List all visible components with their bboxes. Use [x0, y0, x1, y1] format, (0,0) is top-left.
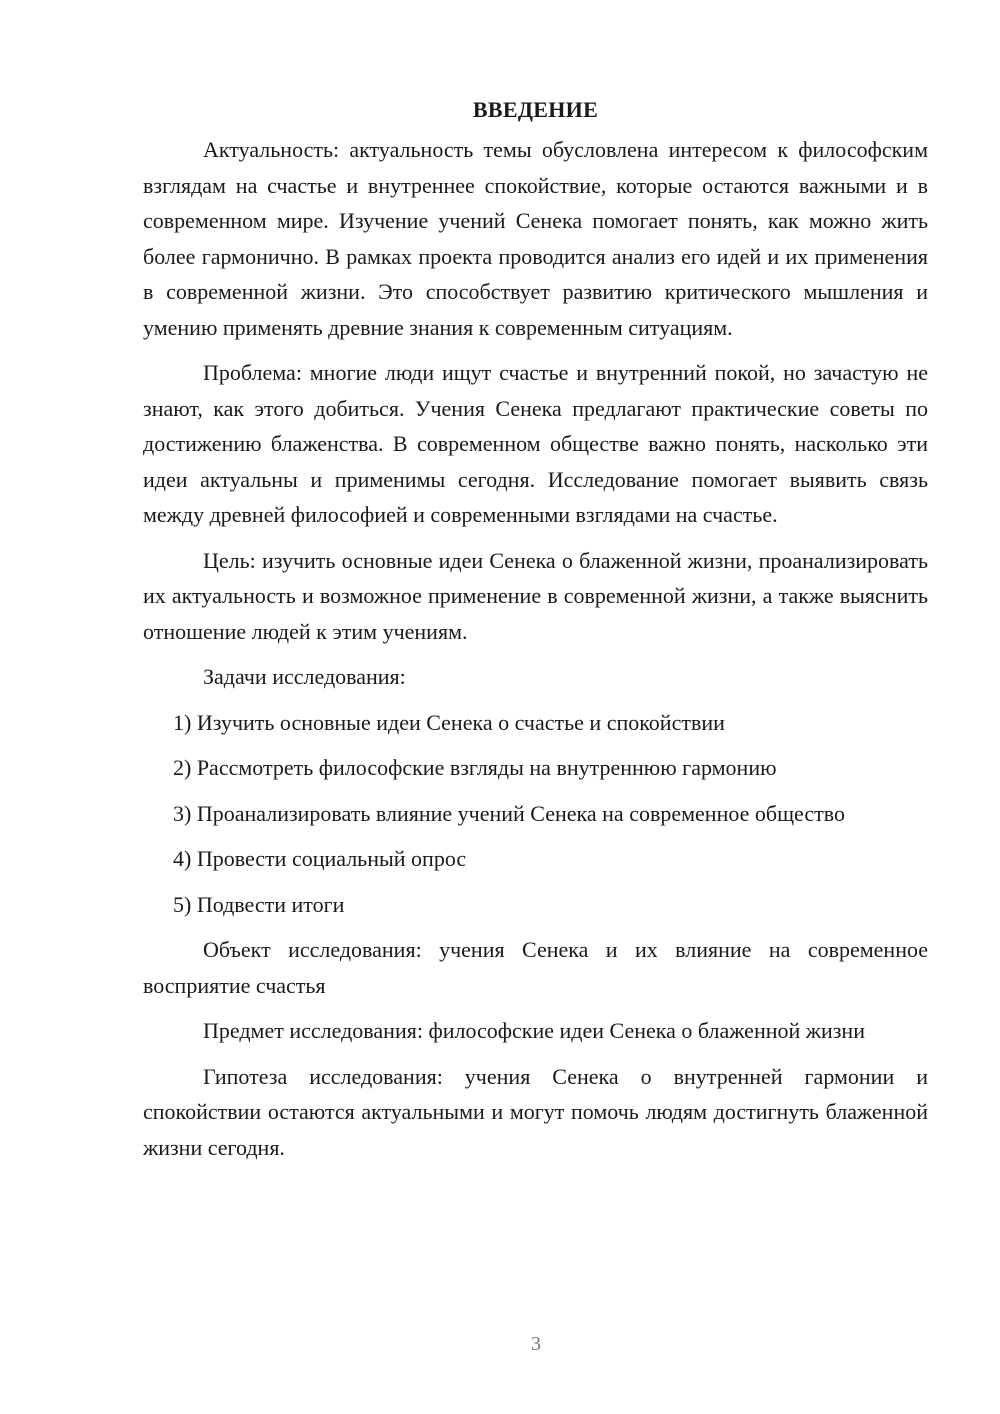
page-number: 3 — [531, 1333, 541, 1355]
tasks-list — [143, 705, 928, 923]
list-item: 3) Проанализировать влияние учений Сенека на современное общество — [173, 800, 845, 826]
paragraph-subject: Предмет исследования: философские идеи Сенека о блаженной жизни — [203, 1018, 865, 1043]
section-title: ВВЕДЕНИЕ — [472, 97, 599, 122]
paragraph-hypothesis: Гипотеза исследования: учения Сенека о внутренней гармонии и спокойствии остаются актуальными и могут помочь людям достигнуть блаженной жизни сегодня. — [143, 1063, 928, 1160]
list-item: 4) Провести социальный опрос — [173, 846, 467, 871]
list-item: 1) Изучить основные идеи Сенека о счастье и спокойствии — [173, 709, 725, 735]
tasks-heading: Задачи исследования: — [203, 664, 406, 689]
paragraph-object: Объект исследования: учения Сенека и их влияние на современное восприятие счастья — [143, 937, 928, 998]
document-page — [143, 92, 928, 1175]
paragraph-problem: Проблема: многие люди ищут счастье и внутренний покой, но зачастую не знают, как этого добиться. Учения Сенека предлагают практические советы по достижению блаженства. В современном обществе важно понять, насколько эти идеи актуальны и применимы сегодня. Исследование помогает выявить связь между древней философией и современными взглядами на счастье. — [143, 360, 928, 527]
list-item: 5) Подвести итоги — [173, 891, 345, 917]
list-item: 2) Рассмотреть философские взгляды на внутреннюю гармонию — [173, 755, 777, 780]
paragraph-relevance: Актуальность: актуальность темы обусловлена интересом к философским взглядам на счастье и внутреннее спокойствие, которые остаются важными и в современном мире. Изучение учений Сенека помогает понять, как можно жить более гармонично. В рамках проекта проводится анализ его идей и их применения в современной жизни. Это способствует развитию критического мышления и умению применять древние знания к современным ситуациям. — [143, 137, 928, 340]
paragraph-goal: Цель: изучить основные идеи Сенека о блаженной жизни, проанализировать их актуальность и возможное применение в современной жизни, а также выяснить отношение людей к этим учениям. — [143, 547, 928, 644]
